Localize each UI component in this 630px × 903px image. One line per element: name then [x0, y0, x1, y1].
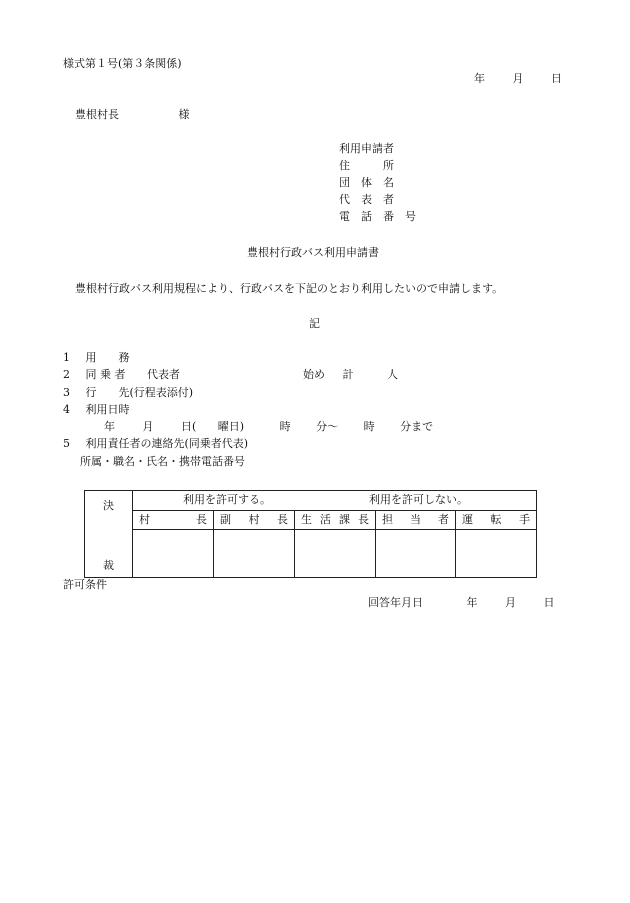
role-char: 者 — [438, 513, 449, 527]
body-text: 豊根村行政バス利用規程により、行政バスを下記のとおり利用したいので申請します。 — [75, 282, 504, 295]
role-person-in-charge — [376, 511, 456, 529]
contact-subline: 所属・職名・氏名・携帯電話番号 — [80, 455, 245, 468]
date-day: 日 — [551, 72, 562, 85]
date-year: 年 — [474, 72, 485, 85]
approval-table — [84, 490, 537, 578]
applicant-label: 利用申請者 — [339, 142, 394, 155]
month-text: 月 — [142, 420, 154, 433]
role-deputy-village-head — [214, 511, 295, 529]
passenger-count — [303, 368, 398, 382]
addressee-name: 豊根村長 — [75, 108, 119, 121]
date-month: 月 — [512, 72, 524, 85]
kessai-cell — [85, 491, 133, 578]
permit-option: 利用を許可する。 — [183, 493, 271, 506]
role-char: 長 — [358, 513, 369, 527]
reply-date-label: 回答年月日 — [368, 596, 423, 609]
item-number: 5 — [63, 437, 70, 450]
item-number: 4 — [63, 403, 70, 416]
role-char: 生 — [301, 513, 312, 527]
form-number: 様式第１号(第３条関係) — [63, 57, 182, 70]
year-text: 年 — [104, 420, 115, 433]
stamp-box — [456, 529, 537, 577]
role-life-section-chief — [295, 511, 376, 529]
kessai-top: 決 — [103, 499, 114, 512]
stamp-box — [133, 529, 214, 577]
role-char: 活 — [320, 513, 331, 527]
start-text: 始め — [303, 368, 325, 381]
item-contact — [63, 437, 248, 451]
address-label: 住 所 — [339, 159, 394, 172]
role-char: 運 — [462, 513, 473, 527]
phone-label: 電 話 番 号 — [339, 210, 416, 223]
item-label: 利用日時 — [85, 403, 130, 416]
total-text: 計 — [342, 368, 354, 381]
day-text: 日( — [181, 420, 197, 433]
date-line — [474, 72, 562, 86]
organization-label: 団 体 名 — [339, 176, 394, 189]
person-unit: 人 — [387, 368, 398, 381]
item-passengers — [63, 368, 180, 382]
deny-option: 利用を許可しない。 — [369, 493, 468, 506]
addressee-honorific: 様 — [178, 108, 190, 121]
role-char: 担 — [382, 513, 393, 527]
permit-conditions-label: 許可条件 — [63, 578, 107, 591]
item-duty — [63, 351, 130, 365]
item-destination — [63, 386, 193, 400]
reply-date — [368, 596, 555, 610]
role-char: 長 — [277, 513, 288, 527]
stamp-box — [295, 529, 376, 577]
item-label: 用 務 — [85, 351, 130, 364]
stamp-box — [376, 529, 456, 577]
item-label: 行 先(行程表添付) — [85, 386, 194, 399]
decision-row — [133, 491, 537, 511]
role-char: 課 — [339, 513, 350, 527]
addressee — [75, 108, 190, 122]
role-char: 村 — [139, 513, 150, 527]
item-datetime — [63, 403, 130, 417]
role-driver — [456, 511, 537, 529]
minute-until-text: 分まで — [400, 420, 434, 433]
role-char: 長 — [196, 513, 207, 527]
item-number: 3 — [63, 386, 70, 399]
item-label: 同 乗 者 — [85, 368, 126, 381]
role-char: 当 — [410, 513, 421, 527]
reply-year: 年 — [466, 596, 478, 609]
minute-from-text: 分〜 — [316, 420, 339, 433]
hour-text: 時 — [279, 420, 291, 433]
representative-text: 代表者 — [147, 368, 180, 381]
stamp-box — [214, 529, 295, 577]
reply-month: 月 — [505, 596, 516, 609]
kessai-bottom: 裁 — [103, 559, 114, 572]
reply-day: 日 — [543, 596, 555, 609]
role-char: 手 — [519, 513, 531, 527]
role-char: 副 — [220, 513, 231, 527]
item-number: 2 — [63, 368, 70, 381]
item-number: 1 — [63, 351, 70, 364]
role-char: 転 — [490, 513, 502, 527]
role-char: 村 — [248, 513, 260, 527]
weekday-text: 曜日) — [217, 420, 245, 433]
datetime-line — [104, 420, 433, 434]
hour-end-text: 時 — [363, 420, 375, 433]
ki-label: 記 — [309, 317, 320, 330]
document-title: 豊根村行政バス利用申請書 — [247, 246, 379, 259]
item-label: 利用責任者の連絡先(同乗者代表) — [85, 437, 249, 450]
representative-label: 代 表 者 — [339, 193, 394, 206]
role-village-head — [133, 511, 214, 529]
